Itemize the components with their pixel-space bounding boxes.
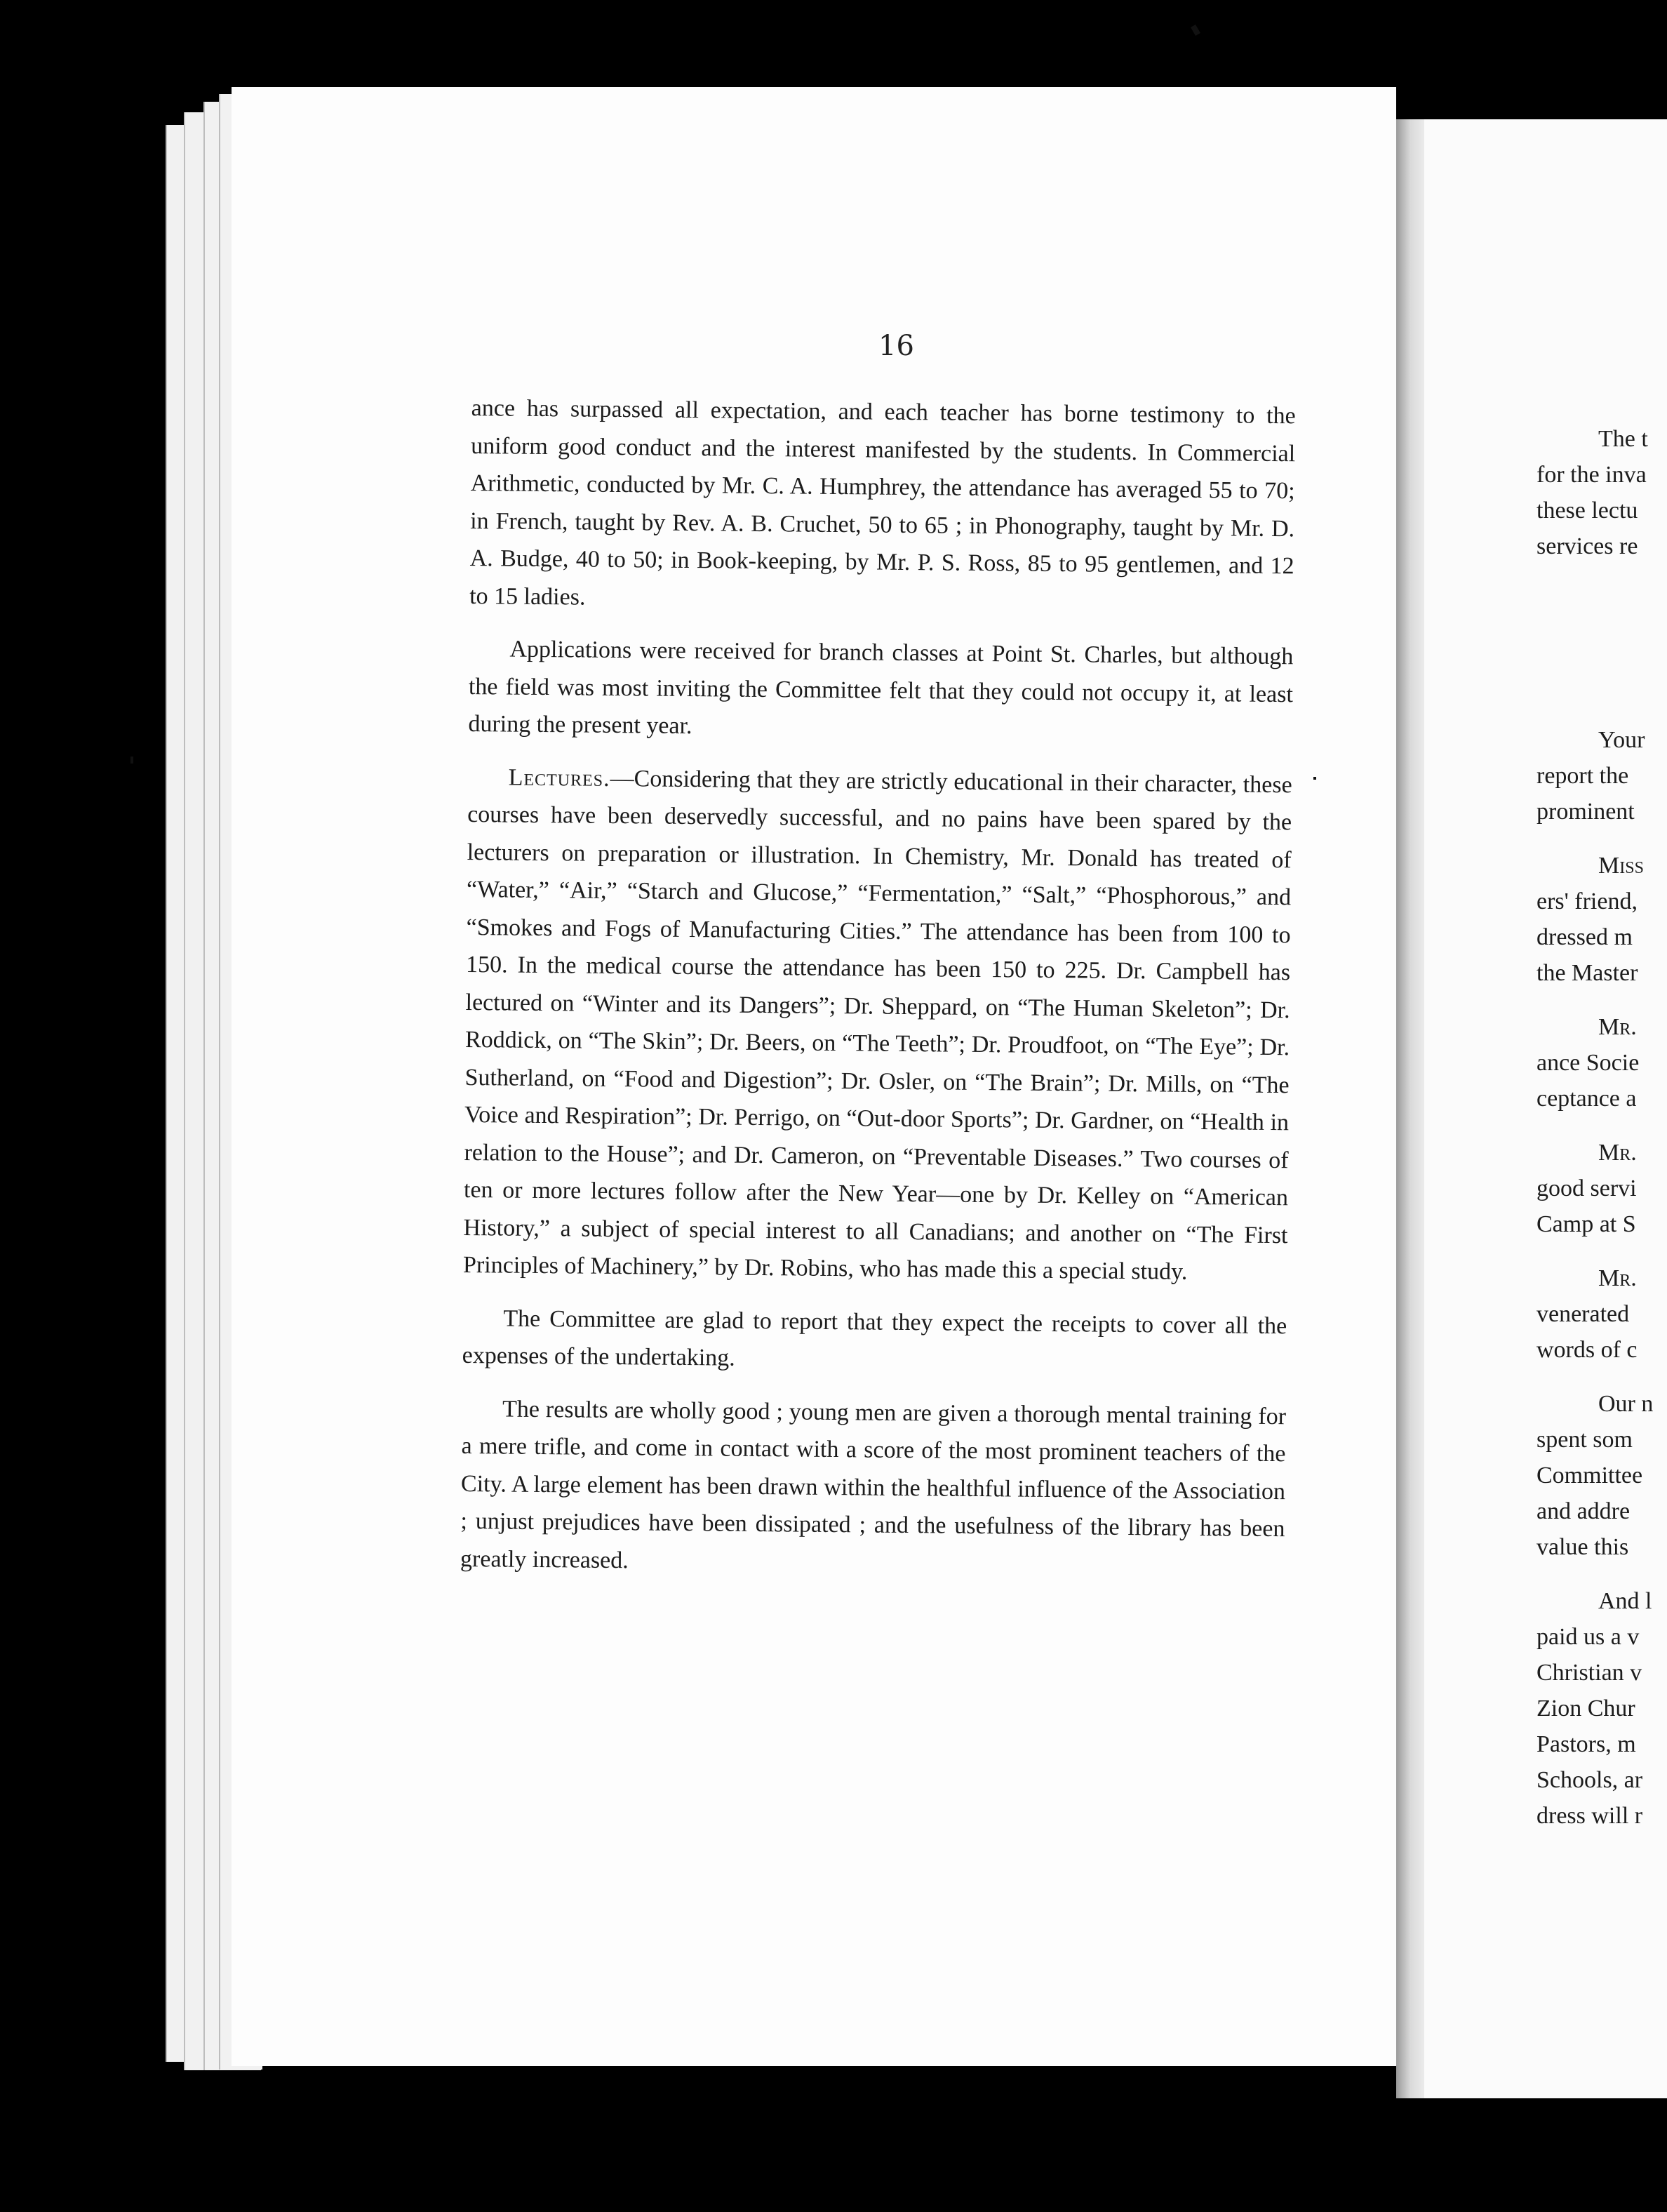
fragment-line: ance Socie <box>1537 1050 1640 1076</box>
fragment-line: for the inva <box>1537 462 1647 488</box>
paragraph: ance has surpassed all expectation, and each teacher has borne testimony to the uniform good conduct and the interest manifested by the students. In Commercial Arithmetic, conducted by Mr. C. A. Humphrey, the attendance has averaged 55 to 70; in French, taught by Rev. A. B. Cruchet, 50 to 65 ; in Phonography, taught by Mr. D. A. Budge, 40 to 50; in Book-keeping, by Mr. P. S. Ross, 85 to 95 gentlemen, and 12 to 15 ladies. <box>469 394 1296 611</box>
scan-speck <box>130 757 133 764</box>
paragraph: The Committee are glad to report that they expect the receipts to cover all the expenses of the undertaking. <box>462 1305 1287 1371</box>
scan-speck <box>1191 25 1200 36</box>
paragraph <box>463 758 1292 1291</box>
fragment-line: ceptance a <box>1537 1086 1637 1112</box>
fragment-line: prominent <box>1537 799 1635 825</box>
fragment-line: Mr. <box>1598 1265 1637 1291</box>
fragment-line: dress will r <box>1537 1803 1643 1829</box>
fragment-line: Camp at S <box>1537 1211 1636 1237</box>
fragment-line: Christian v <box>1537 1660 1642 1686</box>
fragment-line: services re <box>1537 533 1638 559</box>
fragment-line: Zion Chur <box>1537 1695 1635 1721</box>
fragment-line: report the <box>1537 763 1629 789</box>
paragraph: The results are wholly good ; young men are given a thorough mental training for a mere trifle, and come in contact with a score of the most prominent teachers of the City. A large element has been drawn within the healthful influence of the Association ; unjust prejudices have been dissipated ; and the usefulness of the library has been greatly increased. <box>460 1395 1287 1573</box>
fragment-line: these lectu <box>1537 498 1638 524</box>
fragment-line: Your <box>1598 727 1645 753</box>
fragment-line: Miss <box>1598 853 1644 879</box>
fragment-line: ers' friend, <box>1537 888 1638 914</box>
page-number: 16 <box>878 330 914 362</box>
fragment-line: paid us a v <box>1537 1624 1640 1650</box>
scan-speck <box>1313 777 1316 780</box>
fragment-line: The t <box>1598 426 1648 452</box>
fragment-line: and addre <box>1537 1498 1631 1524</box>
fragment-line: Schools, ar <box>1537 1767 1643 1793</box>
fragment-line: spent som <box>1537 1427 1633 1453</box>
fragment-line: the Master <box>1537 960 1638 986</box>
fragment-line: words of c <box>1537 1337 1638 1363</box>
heading-dash: — <box>610 765 634 792</box>
paragraph-text: Considering that they are strictly educational in their character, these courses have been deservedly successful, and no pains have been spared by the lecturers on preparation or illustration. In Chemistry, Mr. Donald has treated of “Water,” “Air,” “Starch and Glucose,” “Fermentation,” “Salt,” “Phosphorous,” and “Smokes and Fogs of Manufacturing Cities.” The attendance has been from 100 to 150. In the medical course the attendance has been 150 to 225. Dr. Campbell has lectured on “Winter and its Dangers”; Dr. Sheppard, on “The Human Skeleton”; Dr. Roddick, on “The Skin”; Dr. Beers, on “The Teeth”; Dr. Proudfoot, on “The Eye”; Dr. Sutherland, on “Food and Digestion”; Dr. Osler, on “The Brain”; Dr. Mills, on “The Voice and Respiration”; Dr. Perrigo, on “Out-door Sports”; Dr. Gardner, on “Health in relation to the House”; and Dr. Cameron, on “Preventable Diseases.” Two courses of ten or more lectures follow after the New Year—one by Dr. Kelley on “American History,” a subject of special interest to all Canadians; and another on “The First Principles of Machinery,” by Dr. Robins, who has made this a special study. <box>462 765 1292 1285</box>
fragment-line: Pastors, m <box>1537 1731 1636 1757</box>
fragment-line: venerated <box>1537 1301 1630 1327</box>
fragment-line: value this <box>1537 1534 1629 1560</box>
fragment-line: Committee <box>1537 1463 1643 1488</box>
fragment-line: Mr. <box>1598 1014 1637 1040</box>
fragment-line: dressed m <box>1537 924 1633 950</box>
fragment-line: good servi <box>1537 1175 1637 1201</box>
section-heading: Lectures. <box>508 764 610 792</box>
paragraph: Applications were received for branch classes at Point St. Charles, but although the field was most inviting the Committee felt that they could not occupy it, at least during the present year. <box>468 636 1294 740</box>
left-page-body <box>460 389 1296 1601</box>
fragment-line: Mr. <box>1598 1140 1637 1166</box>
right-page-text-fragments <box>1537 421 1667 1834</box>
fragment-line: And l <box>1598 1588 1652 1614</box>
fragment-line: Our n <box>1598 1391 1654 1417</box>
